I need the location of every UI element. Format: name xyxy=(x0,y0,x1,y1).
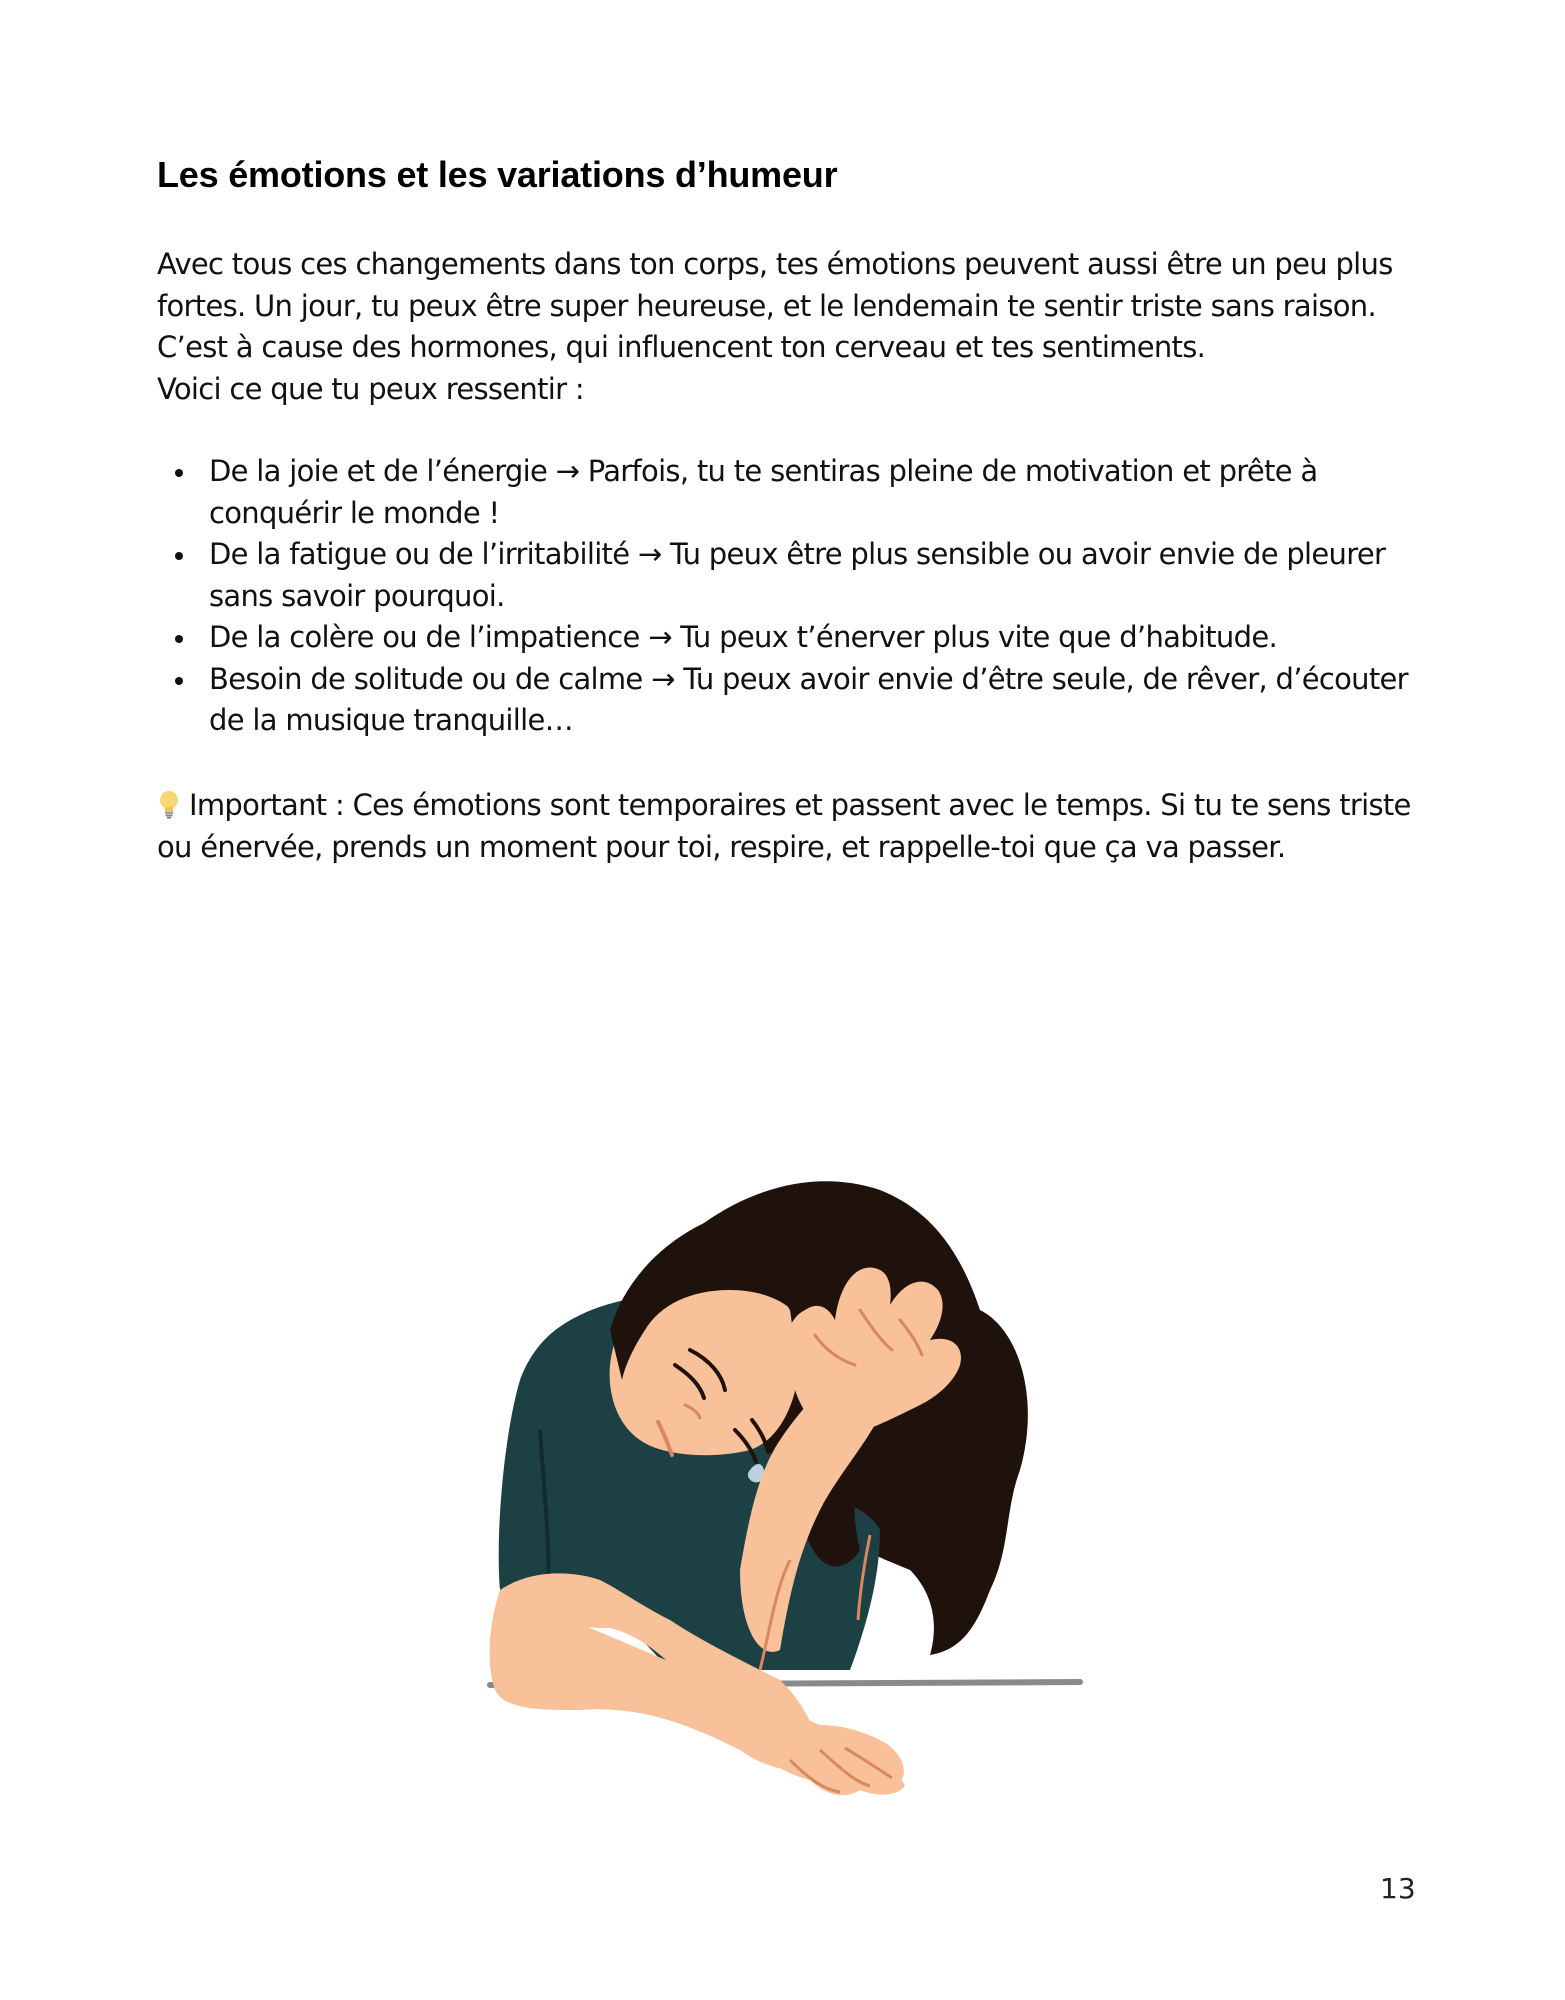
intro-line: Voici ce que tu peux ressentir : xyxy=(157,371,584,406)
list-item-text: De la joie et de l’énergie → Parfois, tu te sentiras pleine de motivation et prête à xyxy=(209,454,1318,488)
list-item-text: Besoin de solitude ou de calme → Tu peux avoir envie d’être seule, de rêver, d’écouter xyxy=(209,661,1408,696)
list-item xyxy=(157,617,1437,659)
section-heading: Les émotions et les variations d’humeur xyxy=(157,154,838,195)
list-item-text: conquérir le monde ! xyxy=(209,495,500,530)
note-text: Important : Ces émotions sont temporaires et passent avec le temps. Si tu te sens triste xyxy=(189,788,1411,822)
list-item-text: De la colère ou de l’impatience → Tu peux t’énerver plus vite que d’habitude. xyxy=(209,620,1277,654)
bullet-icon xyxy=(175,552,183,560)
bullet-icon xyxy=(175,677,183,685)
lightbulb-icon xyxy=(157,789,181,819)
note-line: ou énervée, prends un moment pour toi, respire, et rappelle-toi que ça va passer. xyxy=(157,829,1286,864)
bullet-icon xyxy=(175,469,183,477)
list-item-text: De la fatigue ou de l’irritabilité → Tu peux être plus sensible ou avoir envie de pleurer xyxy=(209,537,1386,571)
list-item xyxy=(157,451,1437,534)
page-number: 13 xyxy=(1380,1872,1416,1905)
list-item-text: sans savoir pourquoi. xyxy=(209,578,505,613)
list-item-text: de la musique tranquille… xyxy=(209,703,573,737)
intro-paragraph xyxy=(157,244,1417,410)
sad-girl-illustration xyxy=(460,1150,1100,1830)
list-item xyxy=(157,534,1437,617)
important-note xyxy=(157,785,1437,868)
intro-line: fortes. Un jour, tu peux être super heureuse, et le lendemain te sentir triste sans raison. xyxy=(157,288,1376,323)
note-line xyxy=(157,785,1437,827)
bullet-icon xyxy=(175,635,183,643)
intro-line: C’est à cause des hormones, qui influencent ton cerveau et tes sentiments. xyxy=(157,330,1206,364)
emotions-list xyxy=(157,451,1437,742)
intro-line: Avec tous ces changements dans ton corps, tes émotions peuvent aussi être un peu plus xyxy=(157,247,1393,281)
list-item xyxy=(157,659,1437,742)
